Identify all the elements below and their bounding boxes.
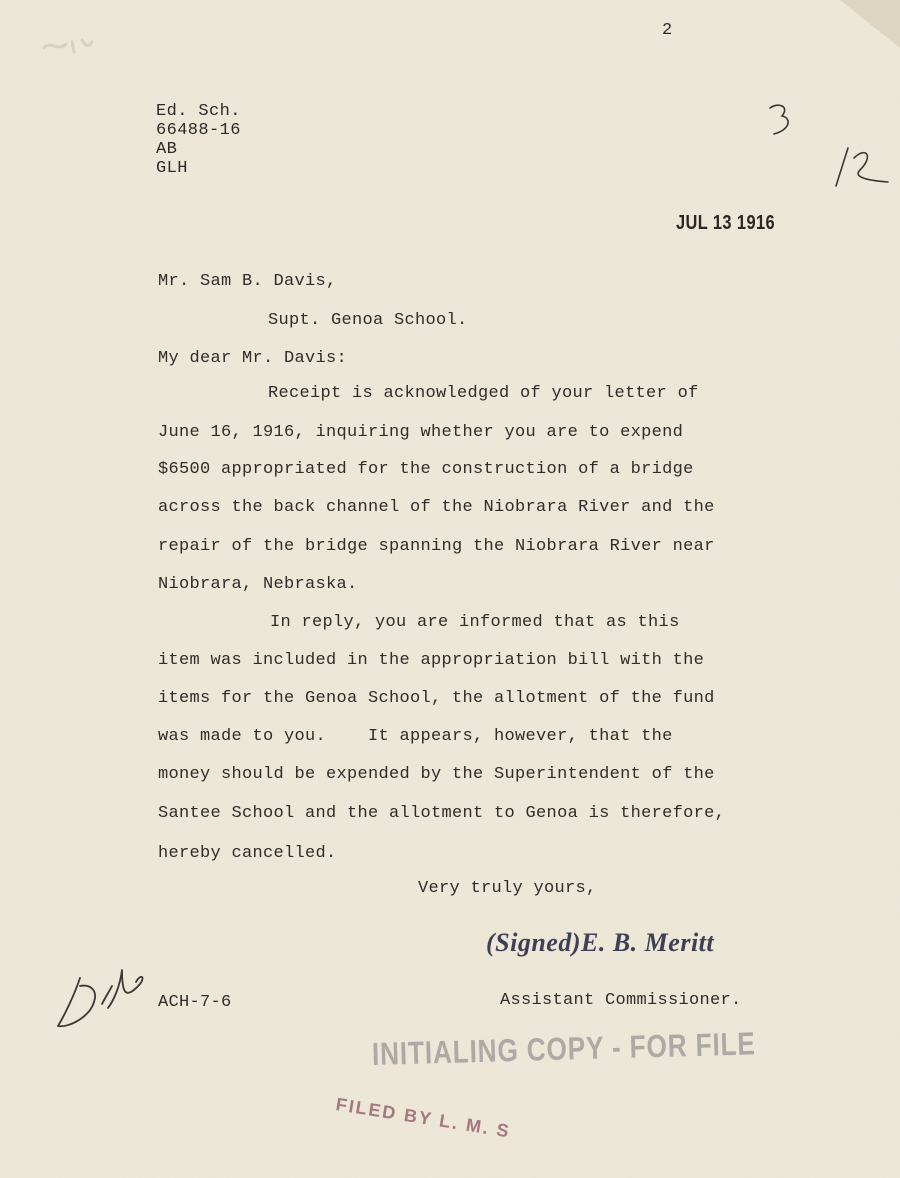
reference-line-1: Ed. Sch. (156, 102, 241, 121)
body-line: items for the Genoa School, the allotment of the fund (158, 689, 715, 708)
folded-corner (840, 0, 900, 48)
typist-initials: ACH-7-6 (158, 993, 232, 1012)
body-line: $6500 appropriated for the construction of a bridge (158, 460, 694, 479)
salutation: My dear Mr. Davis: (158, 349, 348, 368)
body-line: repair of the bridge spanning the Niobrara River near (158, 537, 715, 556)
addressee-title: Supt. Genoa School. (268, 311, 468, 330)
body-line: across the back channel of the Niobrara River and the (158, 498, 715, 517)
signature: (Signed)E. B. Meritt (486, 928, 715, 957)
body-line: money should be expended by the Superintendent of the (158, 765, 715, 784)
body-line: hereby cancelled. (158, 844, 337, 863)
body-line: June 16, 1916, inquiring whether you are to expend (158, 423, 684, 442)
page-number: 2 (662, 21, 673, 40)
file-copy-stamp: INITIALING COPY - FOR FILE (371, 1025, 757, 1072)
reference-line-2: 66488-16 (156, 121, 241, 140)
signer-title: Assistant Commissioner. (500, 991, 742, 1010)
body-line: Santee School and the allotment to Genoa is therefore, (158, 804, 726, 823)
date-stamp: JUL 13 1916 (676, 212, 776, 234)
closing: Very truly yours, (418, 879, 597, 898)
addressee-name: Mr. Sam B. Davis, (158, 272, 337, 291)
body-line: item was included in the appropriation bill with the (158, 651, 705, 670)
reference-line-4: GLH (156, 159, 188, 178)
filed-by-stamp: FILED BY L. M. S (334, 1094, 513, 1142)
body-line: Receipt is acknowledged of your letter of (268, 384, 699, 403)
body-line: Niobrara, Nebraska. (158, 575, 358, 594)
body-line: was made to you. It appears, however, that the (158, 727, 673, 746)
reference-line-3: AB (156, 140, 178, 159)
body-line: In reply, you are informed that as this (270, 613, 680, 632)
